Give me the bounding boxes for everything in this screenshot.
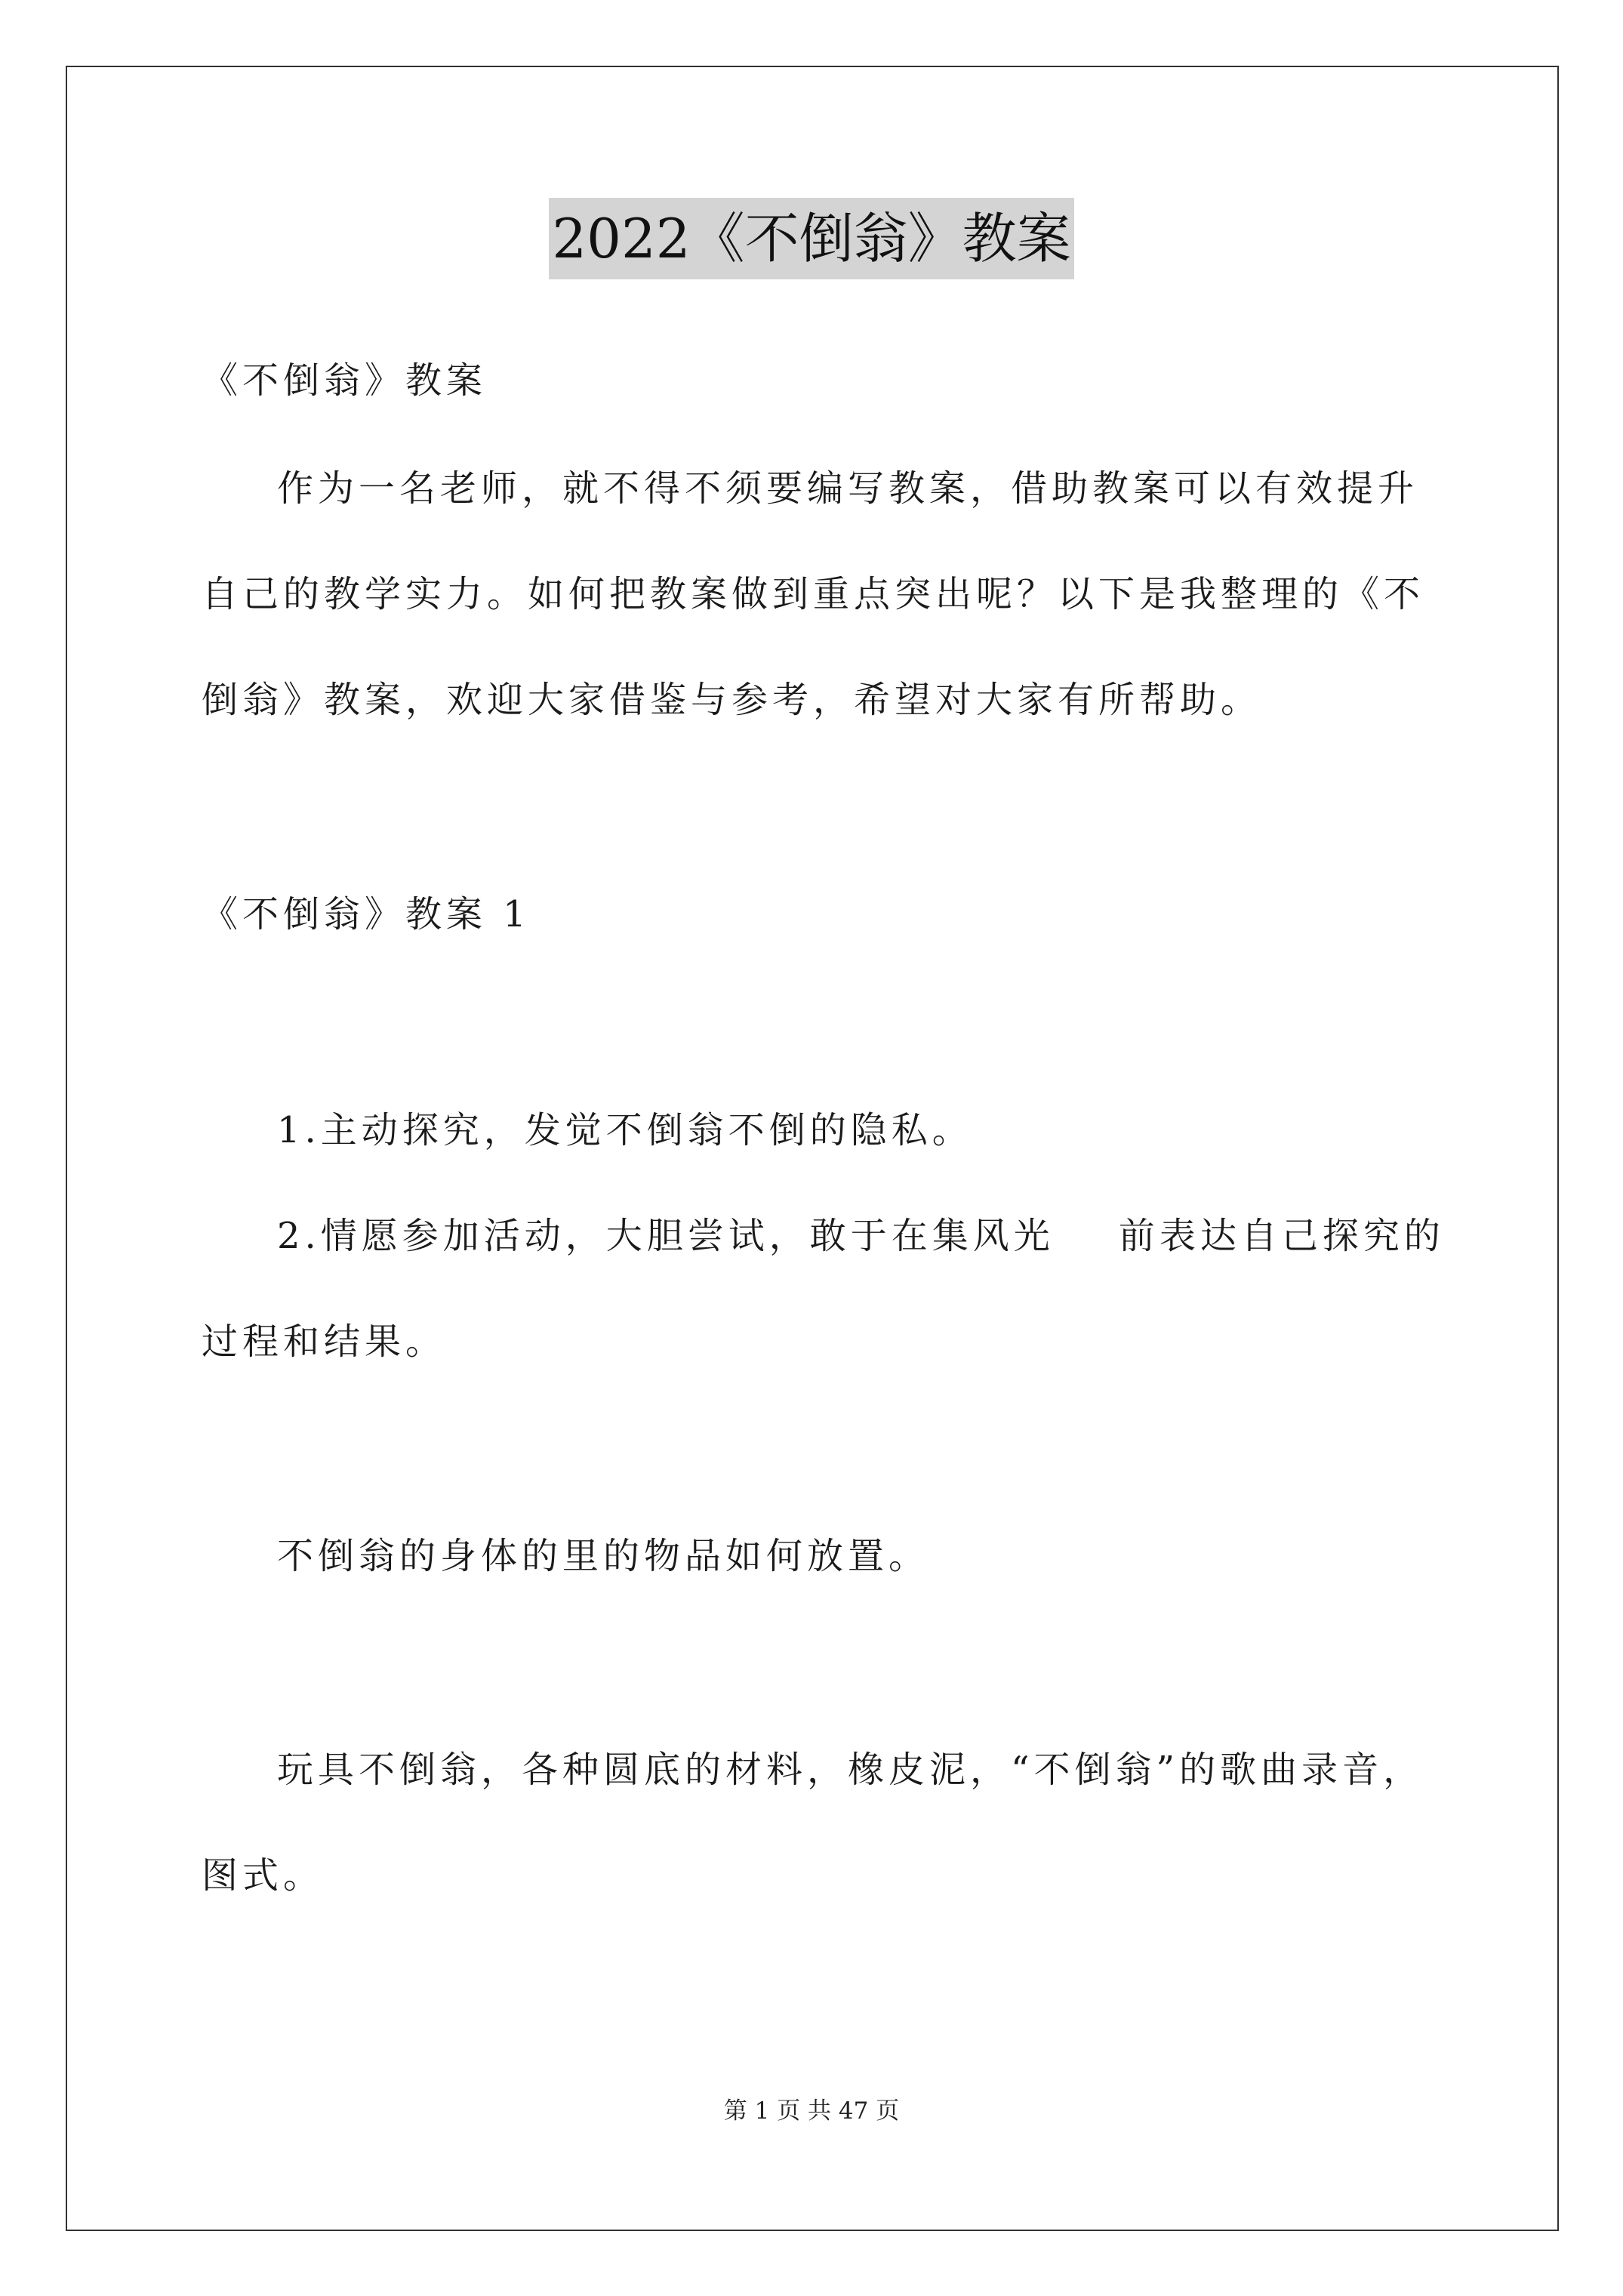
key-point: 不倒翁的身体的里的物品如何放置。 (277, 1535, 930, 1577)
goal-1: 1.主动探究，发觉不倒翁不倒的隐私。 (277, 1109, 973, 1151)
document-title: 2022《不倒翁》教案 (549, 198, 1073, 279)
goal-2: 2.情愿参加活动，大胆尝试，敢于在集风光 前表达自己探究的 (277, 1215, 1445, 1257)
goal-2-continued: 过程和结果。 (202, 1321, 447, 1363)
title-container (0, 198, 1623, 279)
section-heading: 《不倒翁》教案 1 (202, 893, 531, 935)
materials-line-1: 玩具不倒翁，各种圆底的材料，橡皮泥，“不倒翁”的歌曲录音， (277, 1749, 1424, 1791)
materials-line-2: 图式。 (202, 1854, 325, 1897)
intro-line-3: 倒翁》教案，欢迎大家借鉴与参考，希望对大家有所帮助。 (202, 679, 1262, 721)
intro-line-1: 作为一名老师，就不得不须要编写教案，借助教案可以有效提升 (277, 467, 1419, 510)
page-footer: 第 1 页 共 47 页 (723, 2097, 900, 2125)
intro-line-2: 自己的教学实力。如何把教案做到重点突出呢？以下是我整理的《不 (202, 573, 1425, 615)
subtitle: 《不倒翁》教案 (202, 359, 488, 402)
